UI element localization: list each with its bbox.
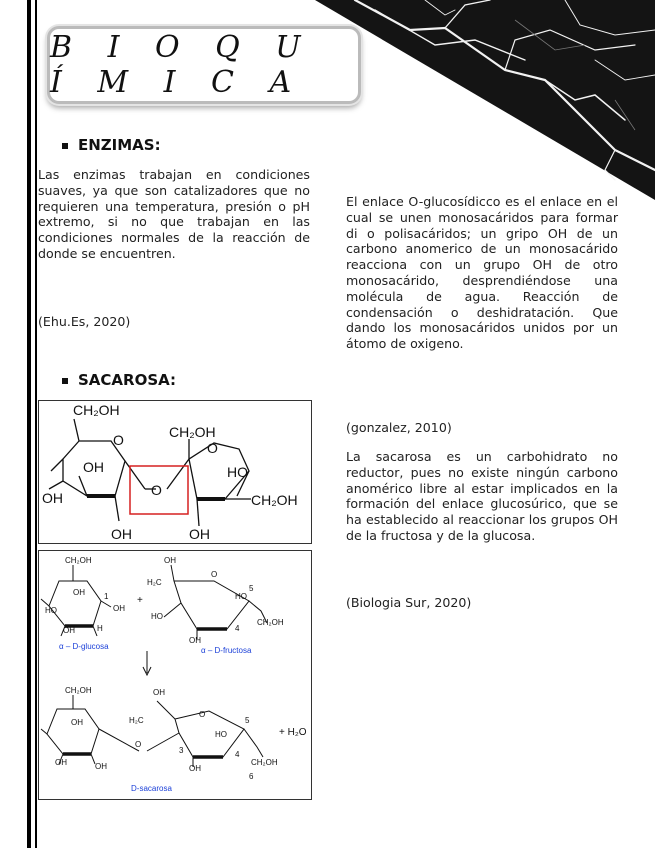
svg-text:4: 4 <box>235 624 240 633</box>
svg-text:CH₂OH: CH₂OH <box>251 758 278 767</box>
heading-sacarosa <box>62 371 176 389</box>
gonzalez-citation: (gonzalez, 2010) <box>346 420 452 435</box>
svg-text:CH₂OH: CH₂OH <box>65 556 92 565</box>
svg-text:HO: HO <box>45 606 57 615</box>
svg-text:H₂C: H₂C <box>147 578 162 587</box>
svg-text:OH: OH <box>73 588 85 597</box>
glucose-caption: α – D-glucosa <box>59 642 109 651</box>
fig1-label: OH <box>189 526 210 542</box>
glycosidic-bond-paragraph: El enlace O-glucosídicco es el enlace en el cual se unen monosacáridos para formar di o polisacáridos; un gripo OH de un carbono anomerico de un monosacárido reacciona con un grupo OH de otro monosacárido, desprendiéndose una molécula de agua. Reacción de condensación o deshidratación. Que dando los monosacáridos unidos por un átomo de oxigeno. <box>346 194 618 352</box>
svg-text:O: O <box>199 710 206 719</box>
fig1-label: O <box>207 440 218 456</box>
svg-text:H: H <box>97 624 103 633</box>
sucrose-caption: D-sacarosa <box>131 784 172 793</box>
svg-text:HO: HO <box>151 612 163 621</box>
fig1-label: OH <box>83 459 104 475</box>
biologia-sur-citation: (Biologia Sur, 2020) <box>346 595 472 610</box>
page-border-outer <box>27 0 31 848</box>
heading-sacarosa-text: SACAROSA: <box>78 371 177 389</box>
svg-text:HO: HO <box>235 592 247 601</box>
svg-text:HO: HO <box>215 730 227 739</box>
enzimas-paragraph: Las enzimas trabajan en condiciones suaves, ya que son catalizadores que no requieren una temperatura, presión o pH extremo, si no que trabajan en las condiciones normales de la reacción de donde se encuentren. <box>38 167 310 261</box>
svg-text:3: 3 <box>179 746 184 755</box>
fig1-label: O <box>113 432 124 448</box>
svg-text:O: O <box>135 740 142 749</box>
svg-text:5: 5 <box>245 716 250 725</box>
svg-text:OH: OH <box>164 556 176 565</box>
fig1-label: CH₂OH <box>73 402 120 418</box>
svg-text:OH: OH <box>189 764 201 773</box>
svg-text:1: 1 <box>104 592 109 601</box>
svg-text:OH: OH <box>189 636 201 645</box>
fig1-label: O <box>151 482 162 498</box>
fig1-label: CH₂OH <box>251 492 298 508</box>
svg-text:OH: OH <box>153 688 165 697</box>
svg-text:5: 5 <box>249 584 254 593</box>
heading-enzimas-text: ENZIMAS: <box>78 136 161 154</box>
sucrose-structure-figure <box>38 400 312 544</box>
svg-text:CH₂OH: CH₂OH <box>257 618 284 627</box>
marble-corner-decoration <box>315 0 655 200</box>
sucrose-reaction-figure <box>38 550 312 800</box>
svg-text:OH: OH <box>95 762 107 771</box>
plus-sign: + <box>137 595 143 606</box>
svg-text:H₂C: H₂C <box>129 716 144 725</box>
heading-enzimas <box>62 136 161 154</box>
title-box <box>47 26 361 104</box>
page-border-inner <box>35 0 37 848</box>
svg-text:OH: OH <box>71 718 83 727</box>
fig1-label: HO <box>227 464 248 480</box>
water-label: + H₂O <box>279 727 307 738</box>
svg-text:CH₂OH: CH₂OH <box>65 686 92 695</box>
svg-text:OH: OH <box>55 758 67 767</box>
fructose-caption: α – D-fructosa <box>201 646 252 655</box>
fig1-label: OH <box>111 526 132 542</box>
svg-text:6: 6 <box>249 772 254 781</box>
svg-text:OH: OH <box>63 626 75 635</box>
bullet-icon <box>62 143 68 149</box>
enzimas-citation: (Ehu.Es, 2020) <box>38 314 131 329</box>
svg-text:OH: OH <box>113 604 125 613</box>
svg-text:4: 4 <box>235 750 240 759</box>
fig1-label: CH₂OH <box>169 424 216 440</box>
fig1-label: OH <box>42 490 63 506</box>
sucrose-paragraph: La sacarosa es un carbohidrato no reductor, pues no existe ningún carbono anomérico libre al estar implicados en la formación del enlace glucosúrico, que se ha establecido al reaccionar los grupos OH de la fructosa y de la glucosa. <box>346 449 618 543</box>
bullet-icon <box>62 378 68 384</box>
svg-text:O: O <box>211 570 218 579</box>
page-title: B I O Q U Í M I C A <box>50 30 314 100</box>
